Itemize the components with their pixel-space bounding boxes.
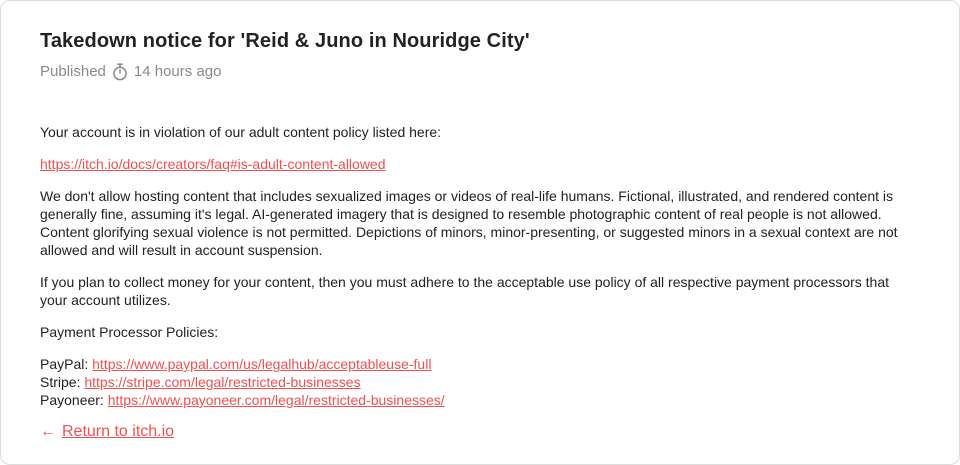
left-arrow-icon: ← [40,423,56,440]
return-to-itchio-link[interactable] [40,423,174,440]
published-label: Published [40,63,106,80]
published-time: 14 hours ago [133,63,222,80]
stopwatch-icon [112,63,128,81]
payoneer-policy-link[interactable]: https://www.payoneer.com/legal/restricted-businesses/ [107,392,445,408]
published-line [40,62,919,82]
return-row [40,423,919,441]
notice-body [40,123,919,441]
paypal-policy-link[interactable]: https://www.paypal.com/us/legalhub/acceptableuse-full [92,356,432,372]
processor-label: Stripe: [40,374,81,390]
processors-list [40,355,919,409]
intro-paragraph: Your account is in violation of our adult content policy listed here: [40,124,442,140]
processors-heading: Payment Processor Policies: [40,324,219,340]
stripe-policy-link[interactable]: https://stripe.com/legal/restricted-businesses [84,374,361,390]
processor-label: Payoneer: [40,392,104,408]
processor-row-paypal [40,355,919,373]
processor-label: PayPal: [40,356,89,372]
adult-content-policy-link[interactable]: https://itch.io/docs/creators/faq#is-adult-content-allowed [40,156,386,172]
policy-paragraph: We don't allow hosting content that includes sexualized images or videos of real-life humans. Fictional, illustrated, and rendered content is generally fine, assuming it's legal. AI-generated imagery that is designed to resemble photographic content of real people is not allowed. Content glorifying sexual violence is not permitted. Depictions of minors, minor-presenting, or suggested minors in a sexual context are not allowed and will result in account suspension. [40,188,898,258]
payment-paragraph: If you plan to collect money for your content, then you must adhere to the acceptable use policy of all respective payment processors that your account utilizes. [40,274,890,308]
page-title: Takedown notice for 'Reid & Juno in Nouridge City' [40,30,530,52]
processor-row-payoneer [40,391,919,409]
policy-link-paragraph [40,155,919,173]
return-link-label: Return to itch.io [62,423,175,440]
processor-row-stripe [40,373,919,391]
